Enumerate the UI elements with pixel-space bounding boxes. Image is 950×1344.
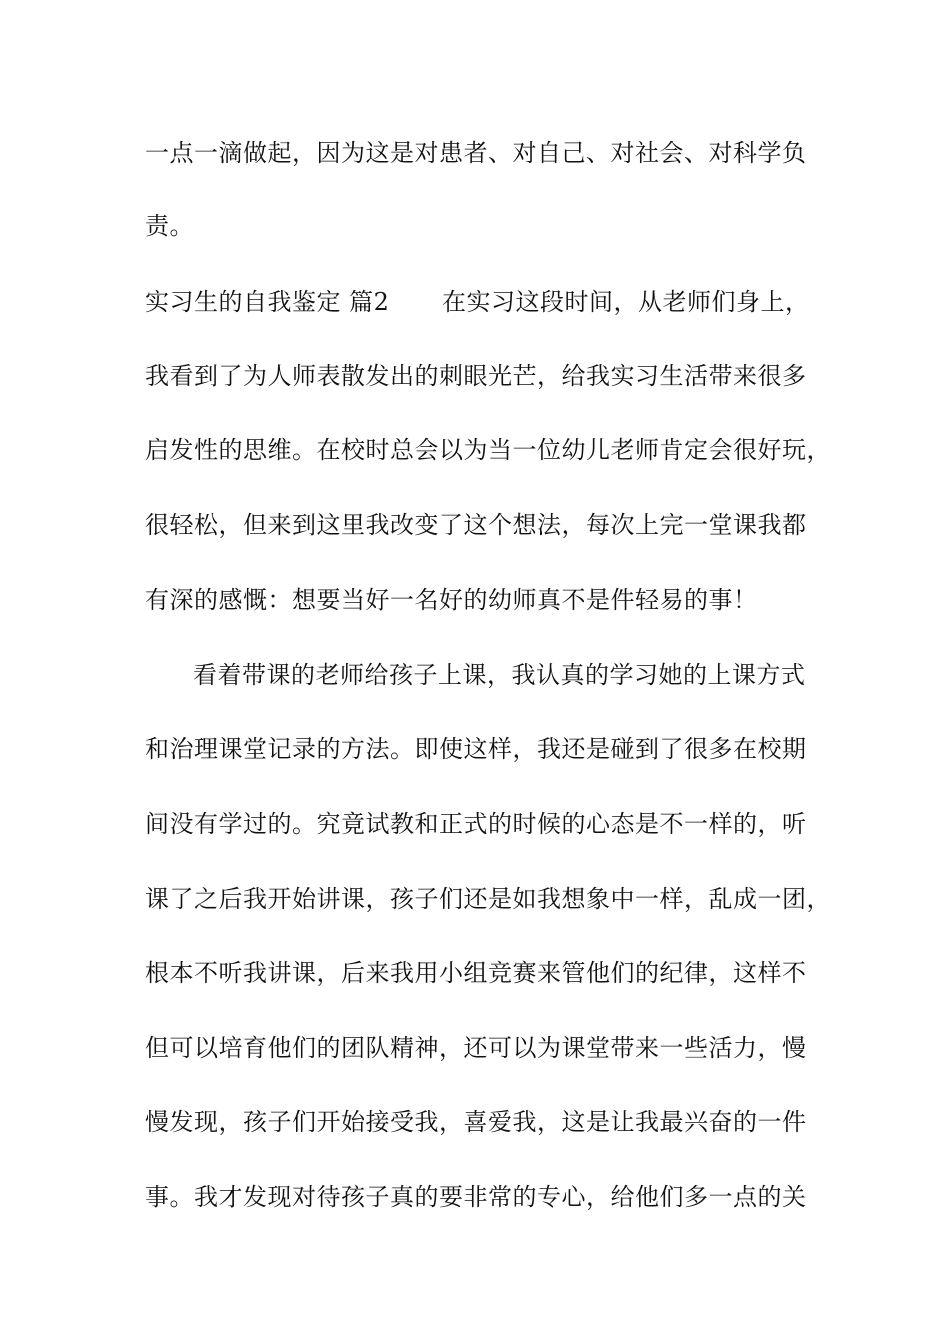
paragraph-line: 间没有学过的。究竟试教和正式的时候的心态是不一样的，听 (145, 810, 807, 838)
paragraph-line: 责。 (145, 212, 194, 240)
paragraph-line: 事。我才发现对待孩子真的要非常的专心，给他们多一点的关 (145, 1183, 807, 1211)
section-heading-line (145, 287, 835, 317)
paragraph-line: 启发性的思维。在校时总会以为当一位幼儿老师肯定会很好玩， (145, 436, 831, 464)
paragraph-line: 但可以培育他们的团队精神，还可以为课堂带来一些活力，慢 (145, 1034, 807, 1062)
paragraph-line: 一点一滴做起，因为这是对患者、对自己、对社会、对科学负 (145, 139, 807, 167)
paragraph-line: 和治理课堂记录的方法。即使这样，我还是碰到了很多在校期 (145, 735, 807, 763)
paragraph-line: 根本不听我讲课，后来我用小组竞赛来管他们的纪律，这样不 (145, 959, 807, 987)
paragraph-line: 慢发现，孩子们开始接受我，喜爱我，这是让我最兴奋的一件 (145, 1108, 807, 1136)
paragraph-line: 很轻松，但来到这里我改变了这个想法，每次上完一堂课我都 (145, 511, 807, 539)
section-heading: 实习生的自我鉴定 篇2 (145, 288, 390, 316)
paragraph-line: 我看到了为人师表散发出的刺眼光芒，给我实习生活带来很多 (145, 362, 807, 390)
paragraph-line: 在实习这段时间，从老师们身上， (442, 288, 810, 316)
paragraph-line: 有深的感慨：想要当好一名好的幼师真不是件轻易的事！ (145, 586, 758, 614)
paragraph-line: 看着带课的老师给孩子上课，我认真的学习她的上课方式 (193, 661, 806, 689)
paragraph-line: 课了之后我开始讲课，孩子们还是如我想象中一样，乱成一团， (145, 885, 831, 913)
